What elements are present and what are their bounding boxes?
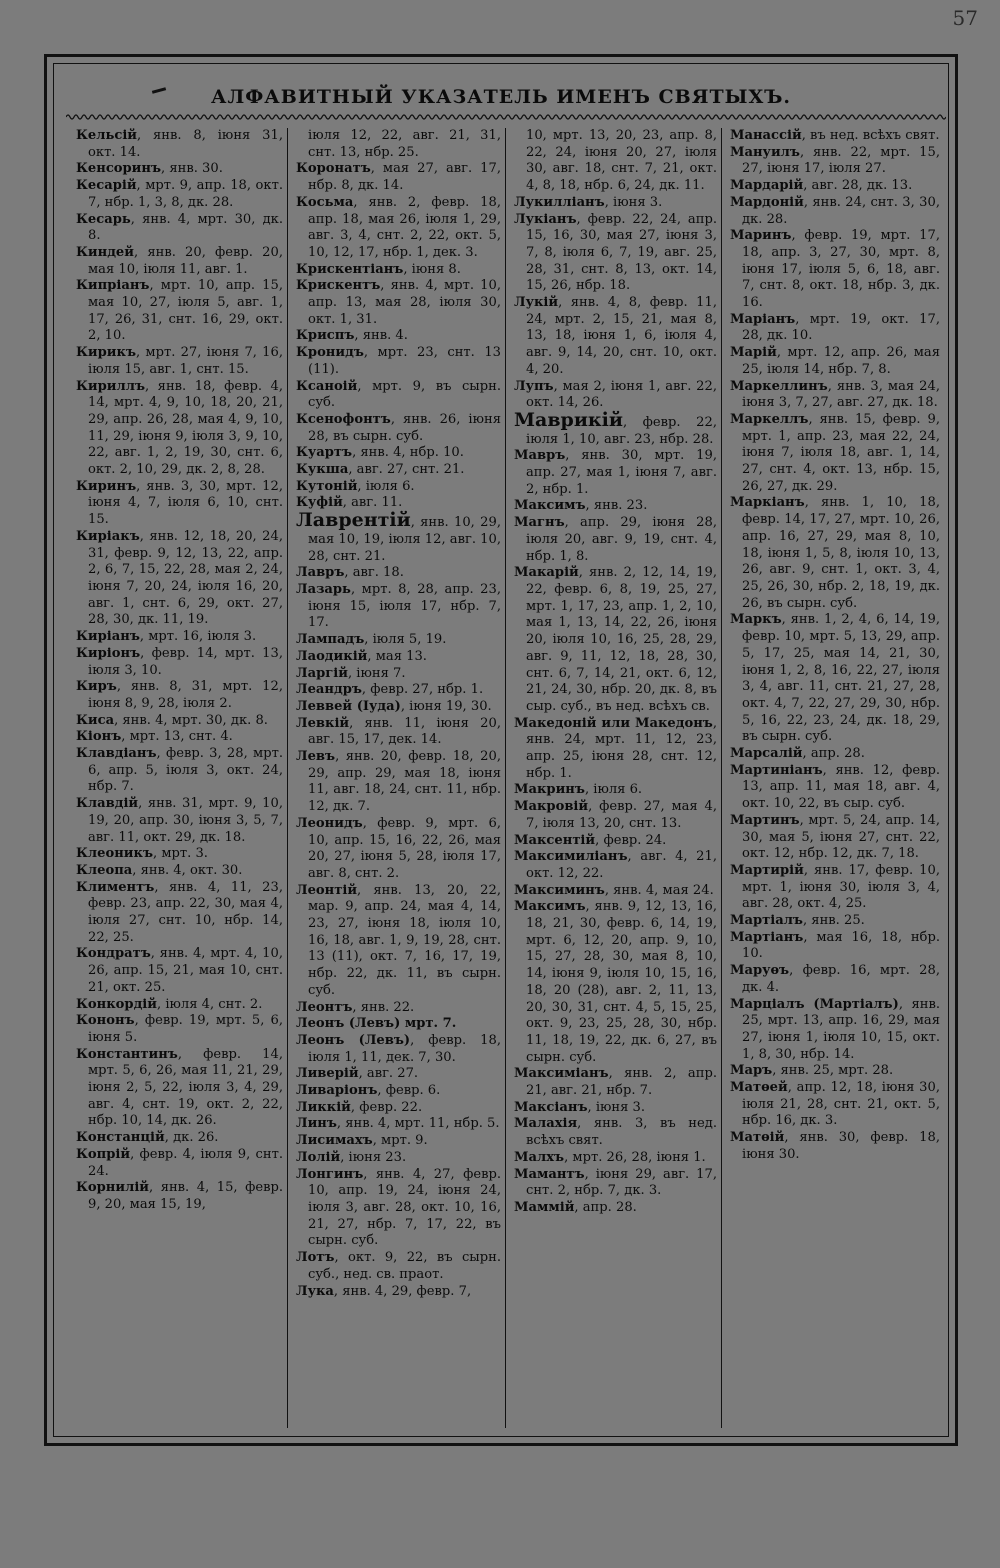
index-entry: Криспъ, янв. 4. <box>296 328 408 344</box>
index-entry: Маммій, апр. 28. <box>514 1200 637 1215</box>
index-entry: Македоній или Македонъ, янв. 24, мрт. 11, 12, 23, апр. 25, іюня 28, снт. 12, нбр. 1. <box>514 715 717 781</box>
index-entry: Лавръ, авг. 18. <box>296 565 404 581</box>
index-entry: Магнъ, апр. 29, іюня 28, іюля 20, авг. 9, 19, снт. 4, нбр. 1, 8. <box>514 515 717 564</box>
index-entry: Константинъ, февр. 14, мрт. 5, 6, 26, мая 11, 21, 29, іюня 2, 5, 22, іюля 3, 4, 29, авг. 4, снт. 19, окт. 2, 22, нбр. 10, 14, дк. 26. <box>76 1046 283 1129</box>
index-entry: Лаврентій, янв. 10, 29, мая 10, 19, іюля 12, авг. 10, 28, снт. 21. <box>296 509 501 564</box>
index-entry: Леонидъ, февр. 9, мрт. 6, 10, апр. 15, 16, 22, 26, мая 20, 27, іюня 5, 28, іюля 17, авг. 8, снт. 2. <box>296 815 501 881</box>
index-entry: Клавдій, янв. 31, мрт. 9, 10, 19, 20, апр. 30, іюня 3, 5, 7, авг. 11, окт. 29, дк. 18. <box>76 796 283 845</box>
index-entry: Макровій, февр. 27, мая 4, 7, іюля 13, 20, снт. 13. <box>514 799 717 831</box>
index-entry: Мартіалъ, янв. 25. <box>730 913 865 929</box>
index-entry: Леонъ (Левъ) мрт. 7. <box>296 1016 457 1032</box>
index-entry: Кирикъ, мрт. 27, іюня 7, 16, іюля 15, авг. 1, снт. 15. <box>76 345 283 377</box>
index-entry: Клеоникъ, мрт. 3. <box>76 846 208 862</box>
index-entry: Лаодикій, мая 13. <box>296 648 427 664</box>
index-entry: Мартіанъ, мая 16, 18, нбр. 10. <box>730 929 940 962</box>
index-entry: Кесарій, мрт. 9, апр. 18, окт. 7, нбр. 1, 3, 8, дк. 28. <box>76 178 283 210</box>
index-entry: Лотъ, окт. 9, 22, въ сырн. суб., нед. св. праот. <box>296 1250 501 1282</box>
index-entry: Крискентъ, янв. 4, мрт. 10, апр. 13, мая 28, іюля 30, окт. 1, 31. <box>296 278 501 327</box>
index-entry: Леонтъ, янв. 22. <box>296 999 415 1015</box>
index-entry: Конкордій, іюля 4, снт. 2. <box>76 996 263 1012</box>
inner-border <box>53 63 949 1437</box>
index-entry: Лонгинъ, янв. 4, 27, февр. 10, апр. 19, 24, іюня 24, іюля 3, авг. 28, окт. 10, 16, 21, 27, нбр. 7, 17, 22, въ сырн. суб. <box>296 1166 501 1249</box>
index-entry: Кенсоринъ, янв. 30. <box>76 161 223 177</box>
index-entry: Киріакъ, янв. 12, 18, 20, 24, 31, февр. 9, 12, 13, 22, апр. 2, 6, 7, 15, 22, 28, мая 2, 24, іюня 7, 20, 24, іюля 16, 20, авг. 1, снт. 6, 29, окт. 27, 28, 30, дк. 11, 19. <box>76 528 283 628</box>
index-entry: Лукіанъ, февр. 22, 24, апр. 15, 16, 30, мая 27, іюня 3, 7, 8, іюля 6, 7, 19, авг. 25, 28, 31, снт. 8, 13, окт. 14, 15, 26, нбр. 18. <box>514 211 717 294</box>
index-entry: Марій, мрт. 12, апр. 26, мая 25, іюля 14, нбр. 7, 8. <box>730 345 940 377</box>
page-title: АЛФАВИТНЫЙ УКАЗАТЕЛЬ ИМЕНЪ СВЯТЫХЪ. <box>211 86 791 108</box>
index-entry: Лазарь, мрт. 8, 28, апр. 23, іюня 15, іюля 17, нбр. 7, 17. <box>296 581 501 631</box>
index-entry: Кутоній, іюля 6. <box>296 478 415 494</box>
index-entry: Ларгій, іюня 7. <box>296 665 406 681</box>
index-entry: Клеопа, янв. 4, окт. 30. <box>76 862 243 878</box>
index-entry: Мартиніанъ, янв. 12, февр. 13, апр. 11, мая 18, авг. 4, окт. 10, 22, въ сыр. суб. <box>730 762 940 812</box>
index-entry: Констанцій, дк. 26. <box>76 1130 219 1146</box>
index-entry: Лампадъ, іюля 5, 19. <box>296 632 447 648</box>
index-entry: Маруѳъ, февр. 16, мрт. 28, дк. 4. <box>730 963 940 995</box>
index-entry: Манассій, въ нед. всѣхъ свят. <box>730 128 940 143</box>
index-entry: Киръ, янв. 8, 31, мрт. 12, іюня 8, 9, 28, іюля 2. <box>76 679 283 711</box>
index-entry: Маріанъ, мрт. 19, окт. 17, 28, дк. 10. <box>730 311 940 344</box>
index-entry: Максіанъ, іюня 3. <box>514 1099 646 1115</box>
index-entry: Мавръ, янв. 30, мрт. 19, апр. 27, мая 1, іюня 7, авг. 2, нбр. 1. <box>514 448 717 497</box>
index-entry: Левъ, янв. 20, февр. 18, 20, 29, апр. 29, мая 18, іюня 11, авг. 18, 24, снт. 11, нбр. 12, дк. 7. <box>296 749 501 815</box>
index-entry: Кипріанъ, мрт. 10, апр. 15, мая 10, 27, іюля 5, авг. 1, 17, 26, 31, снт. 16, 29, окт. 2, 10. <box>76 278 283 344</box>
index-entry: Малхъ, мрт. 26, 28, іюня 1. <box>514 1149 706 1165</box>
index-entry: Маркеллъ, янв. 15, февр. 9, мрт. 1, апр. 23, мая 22, 24, іюня 7, іюля 18, авг. 1, 14, 27, снт. 4, окт. 13, нбр. 15, 26, 27, дк. 29. <box>730 411 940 494</box>
column-2 <box>288 128 506 1428</box>
index-entry: Ливерій, авг. 27. <box>296 1066 419 1082</box>
index-entry: Кононъ, февр. 19, мрт. 5, 6, іюня 5. <box>76 1013 283 1045</box>
index-entry: Косьма, янв. 2, февр. 18, апр. 18, мая 26, іюля 1, 29, авг. 3, 4, снт. 2, 22, окт. 5, 10, 12, 17, нбр. 1, дек. 3. <box>296 194 501 260</box>
index-entry: Макарій, янв. 2, 12, 14, 19, 22, февр. 6, 8, 19, 25, 27, мрт. 1, 17, 23, апр. 1, 2, 10, мая 1, 13, 14, 22, 26, іюня 20, іюля 10, 16, 25, 28, 29, авг. 9, 11, 12, 18, 28, 30, снт. 6, 7, 14, 21, окт. 6, 12, 21, 24, 30, нбр. 20, дк. 8, въ сыр. суб., въ нед. всѣхъ св. <box>514 565 717 714</box>
index-entry: Матѳій, янв. 30, февр. 18, іюня 30. <box>730 1130 940 1162</box>
index-entry: Ливаріонъ, февр. 6. <box>296 1083 441 1099</box>
column-1 <box>68 128 288 1428</box>
index-entry: Лолій, іюня 23. <box>296 1149 407 1165</box>
index-entry: Мартирій, янв. 17, февр. 10, мрт. 1, іюня 30, іюля 3, 4, авг. 28, окт. 4, 25. <box>730 862 940 912</box>
index-entry: Маркеллинъ, янв. 3, мая 24, іюня 3, 7, 27, авг. 27, дк. 18. <box>730 378 940 411</box>
index-entry: Маврикій, февр. 22, іюля 1, 10, авг. 23, нбр. 28. <box>514 408 717 447</box>
index-entry: Мамантъ, іюня 29, авг. 17, снт. 2, нбр. 7, дк. 3. <box>514 1166 717 1199</box>
index-entry: Киріанъ, мрт. 16, іюля 3. <box>76 629 257 645</box>
index-entry: Малахія, янв. 3, въ нед. всѣхъ свят. <box>514 1116 717 1149</box>
index-entry: Мануилъ, янв. 22, мрт. 15, 27, іюня 17, іюля 27. <box>730 144 940 177</box>
index-entry: Лупъ, мая 2, іюня 1, авг. 22, окт. 14, 26. <box>514 378 717 411</box>
index-entry: Ксаноій, мрт. 9, въ сырн. суб. <box>296 378 501 411</box>
index-entry: Максимъ, янв. 23. <box>514 498 648 514</box>
index-entry: Максентій, февр. 24. <box>514 832 667 848</box>
index-entry: Лукилліанъ, іюня 3. <box>514 194 663 210</box>
index-entry: Мардоній, янв. 24, снт. 3, 30, дк. 28. <box>730 194 940 227</box>
index-entry: Киріонъ, февр. 14, мрт. 13, іюля 3, 10. <box>76 645 283 678</box>
index-entry: Леввей (Іуда), іюня 19, 30. <box>296 698 492 714</box>
index-entry: Корнилій, янв. 4, 15, февр. 9, 20, мая 15, 19, <box>76 1180 283 1212</box>
column-4 <box>722 128 944 1428</box>
index-entry: Максимиліанъ, авг. 4, 21, окт. 12, 22. <box>514 849 717 881</box>
index-columns <box>68 128 938 1428</box>
page-frame <box>44 54 958 1446</box>
index-entry: Максиміанъ, янв. 2, апр. 21, авг. 21, нбр. 7. <box>514 1066 717 1099</box>
column-3 <box>506 128 722 1428</box>
index-entry: Левкій, янв. 11, іюня 20, авг. 15, 17, дек. 14. <box>296 715 501 748</box>
index-entry: Крискентіанъ, іюня 8. <box>296 261 461 277</box>
index-entry: Ксенофонтъ, янв. 26, іюня 28, въ сырн. суб. <box>296 411 501 444</box>
index-entry: Макринъ, іюля 6. <box>514 782 643 798</box>
wavy-rule <box>66 112 946 122</box>
index-entry: Кронидъ, мрт. 23, снт. 13 (11). <box>296 345 501 377</box>
index-entry: Ликкій, февр. 22. <box>296 1099 423 1115</box>
index-entry: Лисимахъ, мрт. 9. <box>296 1133 428 1149</box>
index-entry: Мардарій, авг. 28, дк. 13. <box>730 178 913 194</box>
index-entry: Леонъ (Левъ), февр. 18, іюля 1, 11, дек. 7, 30. <box>296 1032 501 1065</box>
index-entry: Леандръ, февр. 27, нбр. 1. <box>296 682 484 698</box>
index-entry: Максимъ, янв. 9, 12, 13, 16, 18, 21, 30, февр. 6, 14, 19, мрт. 6, 12, 20, апр. 9, 10, 15, 27, 28, 30, мая 8, 10, 14, іюня 9, іюля 10, 15, 16, 18, 20 (28), авг. 2, 11, 13, 20, 30, 31, снт. 4, 5, 15, 25, окт. 9, 23, 25, 28, 30, нбр. 11, 18, 19, 22, дк. 6, 27, въ сырн. суб. <box>514 899 717 1065</box>
index-entry: Маркіанъ, янв. 1, 10, 18, февр. 14, 17, 27, мрт. 10, 26, апр. 16, 27, 29, мая 8, 10, 18, іюня 1, 5, 8, іюля 10, 13, 26, авг. 9, снт. 1, окт. 3, 4, 25, 26, 30, нбр. 2, 18, 19, дк. 26, въ сырн. суб. <box>730 495 940 611</box>
index-entry: Кесарь, янв. 4, мрт. 30, дк. 8. <box>76 211 283 244</box>
index-entry: Леонтій, янв. 13, 20, 22, мар. 9, апр. 24, мая 4, 14, 23, 27, іюня 18, іюля 10, 16, 18, авг. 1, 9, 19, 28, снт. 13 (11), окт. 7, 16, 17, 19, нбр. 22, дк. 11, въ сырн. суб. <box>296 882 501 998</box>
index-entry: Климентъ, янв. 4, 11, 23, февр. 23, апр. 22, 30, мая 4, іюля 27, снт. 10, нбр. 14, 22, 25. <box>76 879 283 945</box>
index-entry: Кондратъ, янв. 4, мрт. 4, 10, 26, апр. 15, 21, мая 10, снт. 21, окт. 25. <box>76 946 283 995</box>
index-entry: Матѳей, апр. 12, 18, іюня 30, іюля 21, 28, снт. 21, окт. 5, нбр. 16, дк. 3. <box>730 1080 940 1129</box>
index-entry: Лука, янв. 4, 29, февр. 7, <box>296 1283 472 1299</box>
index-entry: Максиминъ, янв. 4, мая 24. <box>514 882 714 898</box>
index-entry: Мартинъ, мрт. 5, 24, апр. 14, 30, мая 5, іюня 27, снт. 22, окт. 12, нбр. 12, дк. 7, 18. <box>730 812 940 862</box>
index-entry: Кіонъ, мрт. 13, снт. 4. <box>76 729 233 745</box>
index-entry: Клавдіанъ, февр. 3, 28, мрт. 6, апр. 5, іюля 3, окт. 24, нбр. 7. <box>76 746 283 795</box>
index-entry: Маринъ, февр. 19, мрт. 17, 18, апр. 3, 27, 30, мрт. 8, іюня 17, іюля 5, 6, 18, авг. 7, снт. 8, окт. 18, нбр. 3, дк. 16. <box>730 228 940 311</box>
index-entry: Кириллъ, янв. 18, февр. 4, 14, мрт. 4, 9, 10, 18, 20, 21, 29, апр. 26, 28, мая 4, 9, 10, 11, 29, іюня 9, іюля 3, 9, 10, 22, авг. 1, 2, 19, 30, снт. 6, окт. 2, 10, 29, дк. 2, 8, 28. <box>76 378 283 478</box>
index-entry: 10, мрт. 13, 20, 23, апр. 8, 22, 24, іюня 20, 27, іюля 30, авг. 18, снт. 7, 21, окт. 4, 8, 18, нбр. 6, 24, дк. 11. <box>526 128 717 194</box>
index-entry: Марсалій, апр. 28. <box>730 746 865 762</box>
index-entry: Марціалъ (Мартіалъ), янв. 25, мрт. 13, апр. 16, 29, мая 27, іюня 1, іюля 10, 15, окт. 1, 8, 30, нбр. 14. <box>730 996 940 1062</box>
index-entry: Киринъ, янв. 3, 30, мрт. 12, іюня 4, 7, іюля 6, 10, снт. 15. <box>76 478 283 528</box>
page-number: 57 <box>952 6 978 30</box>
index-entry: Киндей, янв. 20, февр. 20, мая 10, іюля 11, авг. 1. <box>76 244 283 277</box>
index-entry: Маркъ, янв. 1, 2, 4, 6, 14, 19, февр. 10, мрт. 5, 13, 29, апр. 5, 17, 25, мая 14, 21, 30, іюня 1, 2, 8, 16, 22, 27, іюля 3, 4, авг. 11, снт. 21, 27, 28, окт. 4, 7, 22, 27, 29, 30, нбр. 5, 16, 22, 23, 24, дк. 18, 29, въ сырн. суб. <box>730 612 940 745</box>
index-entry: Копрій, февр. 4, іюля 9, снт. 24. <box>76 1146 283 1179</box>
index-entry: іюля 12, 22, авг. 21, 31, снт. 13, нбр. 25. <box>308 128 501 160</box>
index-entry: Киса, янв. 4, мрт. 30, дк. 8. <box>76 712 268 728</box>
index-entry: Маръ, янв. 25, мрт. 28. <box>730 1063 894 1079</box>
index-entry: Лукій, янв. 4, 8, февр. 11, 24, мрт. 2, 15, 21, мая 8, 13, 18, іюня 1, 6, іюля 4, авг. 9, 14, 20, снт. 10, окт. 4, 20. <box>514 295 717 377</box>
index-entry: Линъ, янв. 4, мрт. 11, нбр. 5. <box>296 1116 500 1132</box>
index-entry: Куфій, авг. 11. <box>296 495 403 511</box>
index-entry: Кукша, авг. 27, снт. 21. <box>296 462 465 478</box>
index-entry: Куартъ, янв. 4, нбр. 10. <box>296 445 464 461</box>
index-entry: Кельсій, янв. 8, іюня 31, окт. 14. <box>76 128 283 160</box>
index-entry: Коронатъ, мая 27, авг. 17, нбр. 8, дк. 14. <box>296 161 501 194</box>
